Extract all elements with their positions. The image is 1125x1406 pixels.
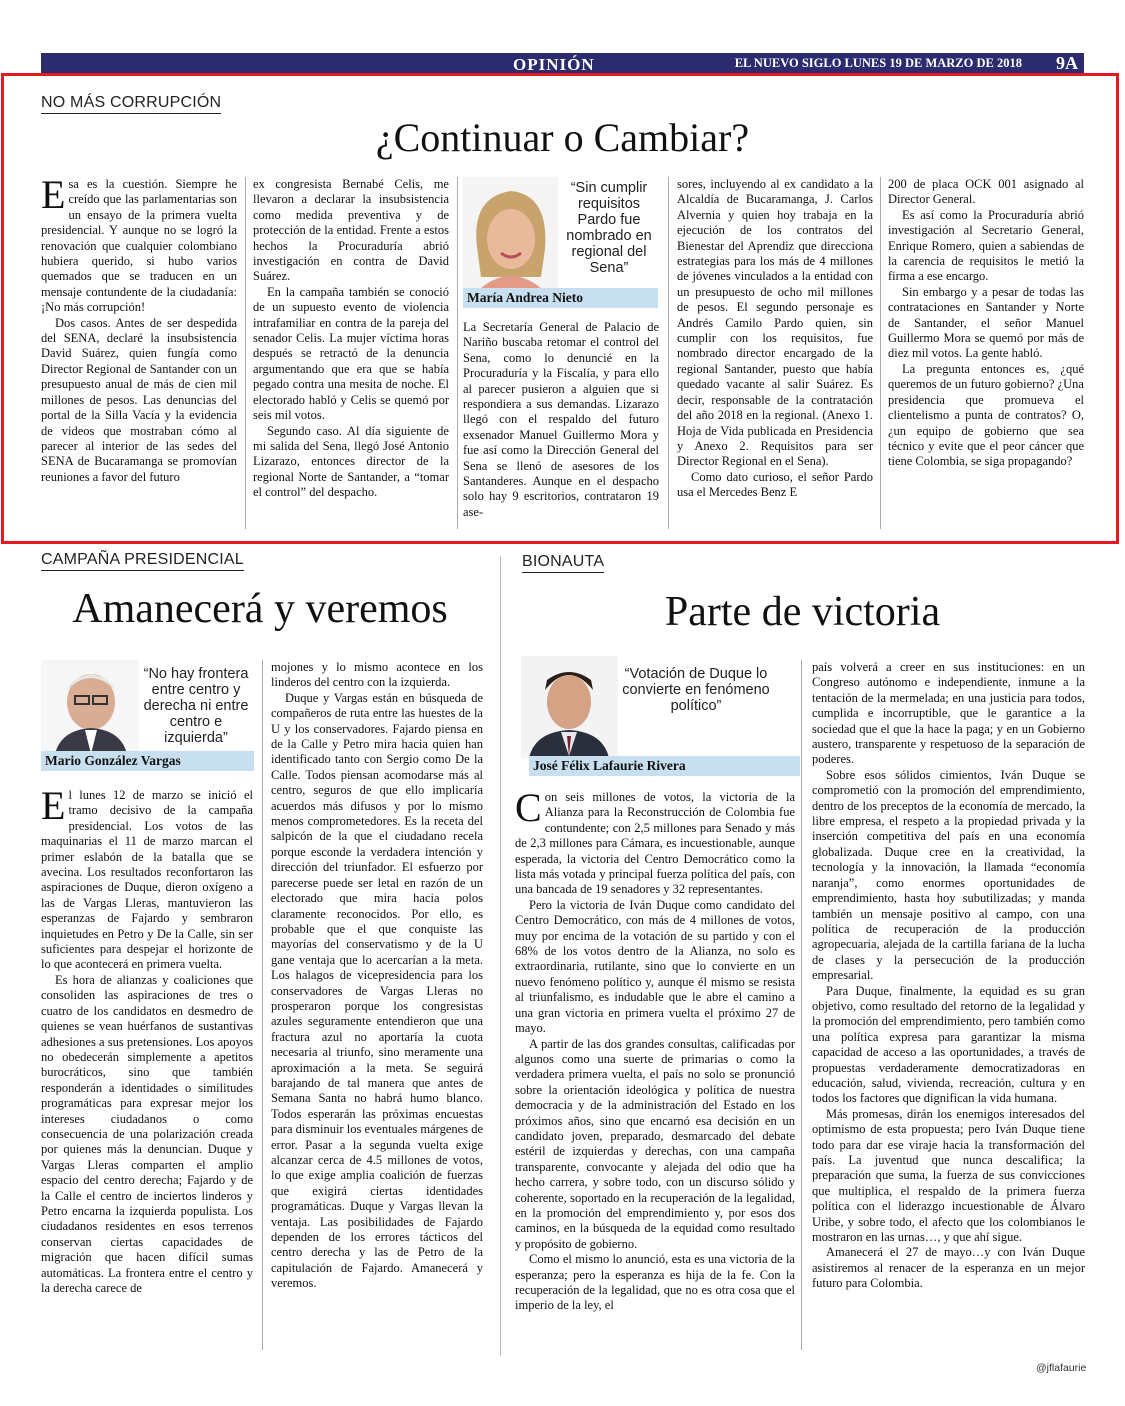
article2-column-1: El lunes 12 de marzo se inició el tramo decisivo de la campaña presidencial. Los votos de las maquinarias el 11 de marzo marcan el primer eslabón de la batalla que se avecina. Los resultados reconfortaron las aspiraciones de Duque, dieron oxígeno a las de Vargas Lleras, mantuvieron las esperanzas de Fajardo y sembraron inquietudes en Petro y De la Calle, sin ser suficientes para despejar el horizonte de lo que acontecerá en primera vuelta. Es hora de alianzas y coaliciones que consoliden las aspiraciones de tres o cuatro de los candidatos en desmedro de quienes se vean huérfanos de sustantivas adhesiones a sus pretensiones. Los apoyos no obedecerán simplemente a apetitos burocráticos, sino que también responderán a identidades o similitudes programáticas para expresar mejor los intereses ciudadanos o como consecuencia de una polarización creada por quienes más la denuncian. Duque y Vargas Lleras comparten el amplio espacio del centro derecha; Fajardo y de la Calle el centro de inciertos linderos y Petro encarna la izquierda populista. Los ciudadanos residentes en esos terrenos conservan ciertas capacidades de migración que hacen difícil sumas automáticas. La frontera entre el centro y la derecha carece de: [41, 783, 253, 1295]
newspaper-date: EL NUEVO SIGLO LUNES 19 DE MARZO DE 2018: [734, 56, 1022, 70]
author-name: José Félix Lafaurie Rivera: [529, 756, 800, 776]
article3-title: Parte de victoria: [664, 589, 941, 635]
column-divider: [457, 177, 458, 529]
column-divider: [262, 660, 263, 1350]
column-divider: [668, 177, 669, 529]
section-header-bar: [41, 53, 1084, 74]
pull-quote: “Votación de Duque lo convierte en fenómeno político”: [622, 666, 770, 714]
article1-column-3: La Secretaría General de Palacio de Nariño buscaba retomar el control del Sena, como lo denuncié en la Procuraduría y la Fiscalía, y para ello al parecer pusieron a alguien que si respondiera a sus demandas. Lizarazo llegó con el respaldo del futuro exsenador Manuel Guillermo Mora y fue así como la Dirección General del Sena se llenó de asesores de los Santanderes. Aunque en el despacho solo hay 9 escritorios, contrataron 19 ase-: [463, 320, 659, 519]
author-photo-mario-gonzalez-vargas: [41, 660, 139, 754]
section-divider: [500, 556, 501, 1356]
article1-title: ¿Continuar o Cambiar?: [375, 115, 750, 160]
author-name: Mario González Vargas: [41, 751, 254, 771]
column-divider: [880, 177, 881, 529]
article1-kicker: NO MÁS CORRUPCIÓN: [41, 94, 221, 114]
article3-column-1: Con seis millones de votos, la victoria de la Alianza para la Reconstrucción de Colombia fue contundente; con 2,5 millones para Senado y más de 2,3 millones para Cámara, es incuestionable, aunque esperada, la victoria del Centro Democrático como la lista más votada y principal fuerza política del país, con una bancada de 19 senadores y 32 representantes. Pero la victoria de Iván Duque como candidato del Centro Democrático, con más de 4 millones de votos, muy por encima de la votación de su partido y con el 68% de los votos dentro de la Alianza, no solo es extraordinaria, rutilante, sino que lo convierte en un nuevo fenómeno político y, aunque él mismo se resista al triunfalismo, es indudable que le abre el camino a una gran victoria en primera vuelta el próximo 27 de mayo. A partir de las dos grandes consultas, calificadas por algunos como una suerte de primarias o como la verdadera primera vuelta, el país no solo se pronunció sobre la orientación ideológica y política de nuestra democracia y de la administración del Estado en los próximos años, sino que encarnó esa decisión en un candidato joven, preparado, desmarcado del debate estéril de izquierdas y derechas, con una campaña transparente, convocante y alejada del odio que ha hecho carrera, y sobre todo, con un discurso sólido y coherente, soportado en la recuperación de la legalidad, en la promoción del emprendimiento y, por esos dos caminos, en la búsqueda de la equidad como resultado y propósito de gobierno. Como el mismo lo anunció, esta es una victoria de la esperanza; pero la esperanza es hija de la fe. Con la recuperación de la legalidad, que no es otra cosa que el imperio de la ley, el: [515, 785, 795, 1313]
article2-title: Amanecerá y veremos: [72, 586, 448, 632]
author-name: María Andrea Nieto: [463, 288, 658, 308]
dropcap: C: [515, 785, 542, 830]
article1-column-5: 200 de placa OCK 001 asignado al Director General. Es así como la Procuraduría abrió investigación al Secretario General, Enrique Romero, quien a sabiendas de la carencia de requisitos le metió la firma a ese encargo. Sin embargo y a pesar de todas las contrataciones en Santander y Norte de Santander, el señor Manuel Guillermo Mora se quemó por más de diez mil votos. La gente habló. La pregunta entonces es, ¿qué queremos de un futuro gobierno? ¿Una presidencia que promueva el clientelismo a punta de contratos? O, ¿un equipo de gobierno que sea técnico y evite que el peor cáncer que tiene Colombia, se siga propagando?: [888, 177, 1084, 469]
dropcap: E: [41, 172, 66, 217]
author-photo-maria-andrea-nieto: [463, 177, 558, 290]
article1-column-4: sores, incluyendo al ex candidato a la Alcaldía de Bucaramanga, J. Carlos Alvernia y quien hoy trabaja en la ejecución de los contratos del Bienestar del Aprendiz que direcciona estrategias para los más de 4 millones de jóvenes vinculados a la entidad con un presupuesto de ocho mil millones de pesos. El segundo personaje es Andrés Camilo Pardo quien, sin cumplir con los requisitos, fue nombrado director encargado de la regional Santander, puesto que había quedado vacante al salir Suárez. Es decir, responsable de la contratación del año 2018 en la regional. (Anexo 1. Hoja de Vida publicada en Presidencia y Anexo 2. Requisitos para ser Director Regional en el Sena). Como dato curioso, el señor Pardo usa el Mercedes Benz E: [677, 177, 873, 500]
dropcap: E: [41, 783, 66, 828]
article3-kicker: BIONAUTA: [522, 553, 604, 573]
section-name: OPINIÓN: [513, 55, 595, 74]
article2-kicker: CAMPAÑA PRESIDENCIAL: [41, 551, 244, 571]
author-handle: @jflafaurie: [1036, 1362, 1087, 1374]
pull-quote: “Sin cumplir requisitos Pardo fue nombrado en regional del Sena”: [566, 180, 652, 276]
article2-column-2: mojones y lo mismo acontece en los linderos del centro con la izquierda. Duque y Vargas están en búsqueda de compañeros de ruta entre las huestes de la U y los conservadores. Fajardo piensa en de la Calle y Petro mira hacia quien han identificado tanto con Sergio como De la Calle. Todos piensan acomodarse más al centro, seguros de que ello implicaría acuerdos más difusos y por lo mismo menos comprometedores. Es la receta del salpicón de la que el ciudadano recela porque esconde la verdadera intención y dirección del triunfador. El esfuerzo por parecerse puede ser letal en razón de un electorado que mira hacia polos claramente reconocidos. Por ello, es probable que el que conquiste las mayorías del conservatismo y de la U gane ventaja que lo acercarían a la meta. Los halagos de vicepresidencia para los conservadores de Vargas Lleras no prosperaron porque los congresistas azules seguramente entendieron que una fractura azul no aportaría la cuota necesaria al triunfo, sino meramente una aproximación a la meta. Se seguirá barajando de tal manera que antes de Semana Santa no habrá humo blanco. Todos esperarán las próximas encuestas para disminuir los eventuales márgenes de error. Pasar a la segunda vuelta exige alcanzar cerca de 4.5 millones de votos, lo que exige amplia coalición de fuerzas que exigirá ciertas identidades programáticas. Duque y Vargas llevan la ventaja. Las posibilidades de Fajardo dependen de los errores tácticos del centro derecha y las de Petro de la capitulación de Fajardo. Amanecerá y veremos.: [271, 660, 483, 1291]
author-photo-jose-felix-lafaurie: [521, 656, 618, 758]
page-number: 9A: [1056, 53, 1078, 73]
pull-quote: “No hay frontera entre centro y derecha ni entre centro e izquierda”: [143, 666, 249, 746]
column-divider: [245, 177, 246, 529]
column-divider: [801, 660, 802, 1350]
article1-column-2: ex congresista Bernabé Celis, me llevaron a declarar la insubsistencia como medida preventiva y de protección de la entidad. Frente a estos hechos la Procuraduría abrió investigación en contra de David Suárez. En la campaña también se conoció de un supuesto evento de violencia intrafamiliar en contra de la pareja del senador Celis. La mujer víctima horas después se retractó de la denuncia argumentando que era que se había pegado contra una mesita de noche. El electorado habló y Celis se quemó por seis mil votos. Segundo caso. Al día siguiente de mi salida del Sena, llegó José Antonio Lizarazo, entonces director de la regional Norte de Santander, a “tomar el control” del despacho.: [253, 177, 449, 500]
article1-column-1: Esa es la cuestión. Siempre he creído que las parlamentarias son un ensayo de la primera vuelta presidencial. Y aunque no se logró la renovación que cualquier colombiano hubiera querido, si hubo varios quemados que se traducen en un mensaje contundente de la ciudadanía: ¡No más corrupción! Dos casos. Antes de ser despedida del SENA, declaré la insubsistencia David Suárez, quien fungía como Director Regional de Santander con un presupuesto anual de más de cien mil millones de pesos. Las denuncias del portal de la Silla Vacía y la evidencia de videos que mostraban cómo al parecer al interior de las sedes del SENA de Bucaramanga se promovían reuniones a favor del futuro: [41, 172, 237, 484]
article3-column-2: país volverá a creer en sus instituciones: en un Congreso autónomo e independiente, inmune a la tentación de la mermelada; en una justicia para todos, cumplida e incorruptible, que le garantice a la sociedad que el que la hace la paga; y en un Gobierno austero, transparente y respetuoso de la separación de poderes. Sobre esos sólidos cimientos, Iván Duque se comprometió con la promoción del emprendimiento, dentro de los preceptos de la economía de mercado, la libre empresa, el respeto a la propiedad privada y la inserción competitiva del país en una economía globalizada. Duque cree en la creatividad, la tecnología y la innovación, la llamada “economía naranja”, como enormes oportunidades de emprendimiento, hasta hoy subutilizadas; y manda también un mensaje positivo al campo, con una política de recuperación de la producción agropecuaria, alejada de la cartilla fariana de la lucha de clases y la persecución de la producción empresarial. Para Duque, finalmente, la equidad es su gran objetivo, como resultado del retorno de la legalidad y la promoción del emprendimiento, pero también como una política expresa para garantizar la misma capacidad de acceso a las oportunidades, a través de propuestas verdaderamente democratizadoras en educación, salud, vivienda, recreación, cultura y en todos los factores que dignifican la vida humana. Más promesas, dirán los enemigos interesados del optimismo de esta propuesta; pero Iván Duque tiene todo para dar ese viraje hacia la transformación del país. La juventud que nunca descalifica; la preparación que suma, la fuerza de sus convicciones que multiplica, el respaldo de la primera fuerza política con el liderazgo incuestionable de Álvaro Uribe, y sobre todo, el afecto que los colombianos le mostraron en las urnas…, y que ahí sigue. Amanecerá el 27 de mayo…y con Iván Duque asistiremos al renacer de la esperanza en un mejor futuro para Colombia.: [812, 660, 1085, 1291]
